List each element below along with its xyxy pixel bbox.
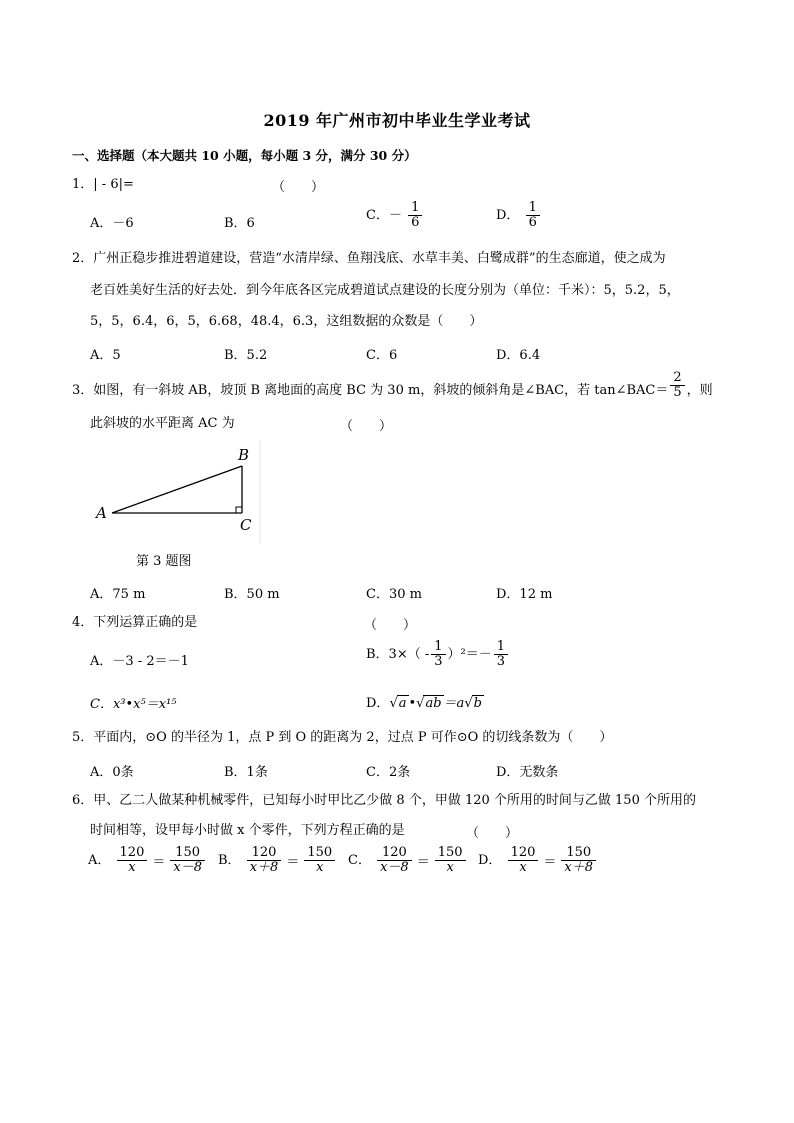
question-number: 4． bbox=[72, 615, 94, 630]
question-6 bbox=[72, 792, 752, 810]
fraction-left bbox=[508, 846, 539, 875]
sqrt-sign: √ bbox=[464, 696, 473, 711]
page-title: 2019 年广州市初中毕业生学业考试 bbox=[263, 111, 531, 130]
denominator: x bbox=[446, 860, 454, 875]
denominator: 3 bbox=[434, 654, 443, 669]
option-b-mid: ）²＝－ bbox=[447, 647, 492, 662]
denominator: x bbox=[519, 860, 527, 875]
option-a: A．5 bbox=[90, 348, 121, 363]
section-heading: 一、选择题（本大题共 10 小题，每小题 3 分，满分 30 分） bbox=[72, 148, 417, 163]
sqrt-sign: √ bbox=[389, 696, 398, 711]
dot-operator: • bbox=[408, 696, 417, 711]
option-c: C．6 bbox=[366, 348, 398, 363]
question-number: 2． bbox=[72, 251, 94, 266]
numerator: 150 bbox=[304, 846, 335, 861]
label-a: A bbox=[96, 504, 107, 522]
option-label: D． bbox=[496, 208, 520, 223]
sqrt-radicand: a bbox=[398, 696, 407, 711]
question-6-line2: 时间相等，设甲每小时做 x 个零件，下列方程正确的是 bbox=[90, 823, 405, 838]
question-2-line3: 5，5，6.4，6，5，6.68，48.4，6.3，这组数据的众数是（ ） bbox=[90, 314, 483, 329]
numerator: 1 bbox=[526, 201, 540, 216]
fraction bbox=[494, 640, 508, 669]
question-2 bbox=[72, 250, 732, 268]
answer-paren: （ ） bbox=[340, 419, 393, 434]
fraction-left bbox=[117, 846, 148, 875]
option-d: D．无数条 bbox=[496, 765, 559, 780]
question-3-line2: 此斜坡的水平距离 AC 为 bbox=[90, 416, 235, 431]
fraction-left bbox=[377, 846, 412, 875]
option-c: C．x³•x⁵＝x¹⁵ bbox=[90, 697, 177, 712]
option-label: D． bbox=[366, 696, 390, 711]
question-3 bbox=[72, 370, 752, 400]
denominator: 3 bbox=[496, 654, 506, 669]
option-label: B． bbox=[218, 853, 241, 868]
question-text-line1: 广州正稳步推进碧道建设，营造“水清岸绿、鱼翔浅底、水草丰美、白鹭成群”的生态廊道，使之成为 bbox=[93, 251, 666, 266]
slope-triangle-figure bbox=[90, 440, 270, 548]
option-label: D． bbox=[478, 853, 502, 868]
question-text-end: ，则 bbox=[686, 383, 713, 398]
hypotenuse-ab bbox=[112, 466, 242, 513]
option-d bbox=[366, 692, 484, 711]
fraction-right bbox=[304, 846, 335, 875]
option-b-prefix: B．3×（ - bbox=[366, 647, 430, 662]
right-angle-mark bbox=[236, 507, 242, 513]
option-b: B．6 bbox=[224, 216, 255, 231]
denominator: 6 bbox=[528, 215, 537, 230]
option-b: B．50 m bbox=[224, 587, 280, 602]
option-c: C．30 m bbox=[366, 587, 422, 602]
numerator: 1 bbox=[494, 640, 508, 655]
option-label: A． bbox=[88, 853, 111, 868]
question-number: 3． bbox=[72, 383, 94, 398]
fraction-right bbox=[561, 846, 596, 875]
numerator: 120 bbox=[508, 846, 539, 861]
option-label: C．－ bbox=[366, 208, 402, 223]
question-1 bbox=[72, 176, 732, 194]
numerator: 2 bbox=[670, 371, 684, 386]
option-c bbox=[366, 201, 424, 230]
label-b: B bbox=[238, 446, 250, 464]
answer-paren: （ ） bbox=[272, 180, 325, 195]
option-a: A．0条 bbox=[90, 765, 134, 780]
question-text-line1: 如图，有一斜坡 AB，坡顶 B 离地面的高度 BC 为 30 m，斜坡的倾斜角是∠BAC，若 tan∠BAC＝ bbox=[93, 383, 669, 398]
denominator: 5 bbox=[673, 385, 682, 400]
option-d bbox=[496, 201, 542, 230]
fraction bbox=[526, 201, 540, 230]
denominator: x－8 bbox=[380, 860, 409, 875]
answer-paren: （ ） bbox=[466, 826, 519, 841]
question-number: 6． bbox=[72, 793, 94, 808]
option-b: B．1条 bbox=[224, 765, 268, 780]
question-2-line2: 老百姓美好生活的好去处．到今年底各区完成碧道试点建设的长度分别为（单位：千米）：5，5.2，5， bbox=[90, 283, 680, 298]
fraction-right bbox=[170, 846, 205, 875]
fraction-right bbox=[435, 846, 466, 875]
equals: ＝ bbox=[543, 855, 557, 870]
question-text: | - 6|= bbox=[93, 177, 134, 192]
question-text: 平面内，⊙O 的半径为 1，点 P 到 O 的距离为 2，过点 P 可作⊙O 的切线条数为（ ） bbox=[93, 730, 613, 745]
figure-caption: 第 3 题图 bbox=[136, 554, 192, 569]
equals: ＝ bbox=[286, 855, 300, 870]
option-d: D．6.4 bbox=[496, 348, 541, 363]
fraction bbox=[431, 640, 445, 669]
denominator: x bbox=[316, 860, 324, 875]
option-a: A．－3 - 2＝－1 bbox=[90, 654, 189, 669]
numerator: 120 bbox=[117, 846, 148, 861]
numerator: 120 bbox=[247, 846, 282, 861]
option-b bbox=[366, 640, 510, 669]
fraction bbox=[408, 201, 422, 230]
fraction-left bbox=[247, 846, 282, 875]
question-5 bbox=[72, 729, 732, 747]
question-text: 下列运算正确的是 bbox=[93, 615, 198, 630]
denominator: x＋8 bbox=[564, 860, 594, 875]
denominator: x＋8 bbox=[249, 860, 279, 875]
numerator: 150 bbox=[435, 846, 466, 861]
option-d bbox=[478, 846, 598, 875]
numerator: 1 bbox=[431, 640, 445, 655]
numerator: 150 bbox=[561, 846, 596, 861]
option-b: B．5.2 bbox=[224, 348, 268, 363]
sqrt-sign: √ bbox=[416, 696, 425, 711]
option-b bbox=[218, 846, 337, 875]
option-c bbox=[348, 846, 468, 875]
question-number: 1． bbox=[72, 177, 94, 192]
option-a bbox=[88, 846, 207, 875]
answer-paren: （ ） bbox=[364, 618, 417, 633]
equals-a: ＝a bbox=[443, 696, 465, 711]
option-a: A．75 m bbox=[90, 587, 146, 602]
option-d: D．12 m bbox=[496, 587, 553, 602]
denominator: 6 bbox=[411, 215, 420, 230]
option-a: A．－6 bbox=[90, 216, 134, 231]
denominator: x bbox=[128, 860, 136, 875]
numerator: 150 bbox=[170, 846, 205, 861]
question-number: 5． bbox=[72, 730, 94, 745]
label-c: C bbox=[240, 516, 252, 534]
numerator: 1 bbox=[408, 201, 422, 216]
option-c: C．2条 bbox=[366, 765, 411, 780]
equals: ＝ bbox=[416, 855, 430, 870]
denominator: x－8 bbox=[173, 860, 202, 875]
sqrt-radicand: ab bbox=[425, 696, 442, 711]
sqrt-radicand: b bbox=[473, 696, 482, 711]
equals: ＝ bbox=[152, 855, 166, 870]
option-label: C． bbox=[348, 853, 371, 868]
numerator: 120 bbox=[377, 846, 412, 861]
question-text-line1: 甲、乙二人做某种机械零件，已知每小时甲比乙少做 8 个，甲做 120 个所用的时间与乙做 150 个所用的 bbox=[93, 793, 696, 808]
fraction bbox=[670, 371, 684, 400]
